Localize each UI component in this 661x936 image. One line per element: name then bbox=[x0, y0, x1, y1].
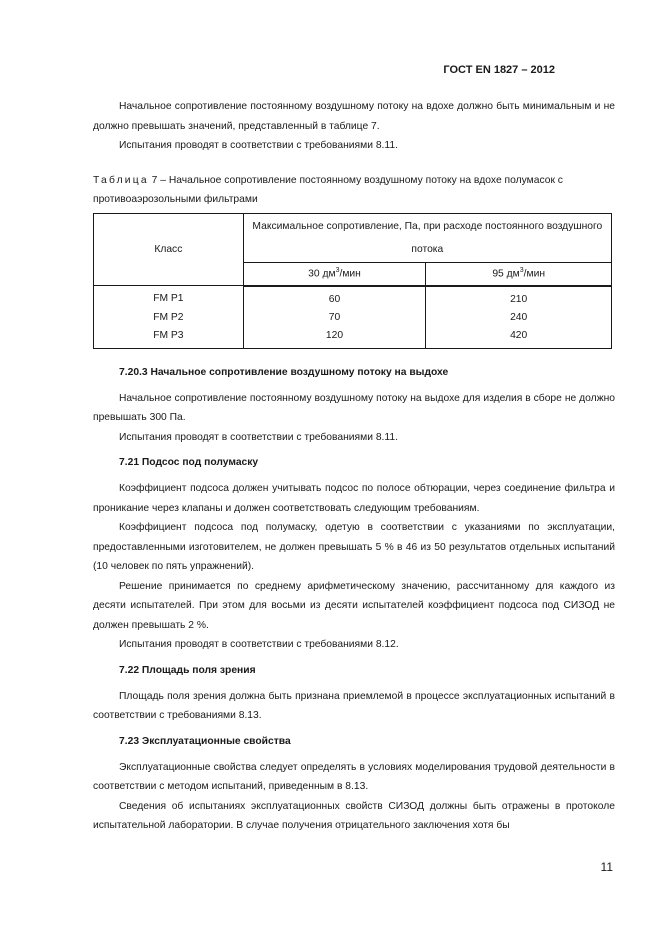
resistance-table bbox=[93, 213, 612, 349]
paragraph: Коэффициент подсоса под полумаску, одетую в соответствии с указаниями по эксплуатации, предоставленными изготовителем, не должен превышать 5 % в 46 из 50 результатов отдельных испытаний (10 человек по пять упражнений). bbox=[93, 522, 615, 572]
value-30-cell: 60 bbox=[243, 286, 426, 309]
table-row bbox=[94, 309, 612, 327]
paragraph: Сведения об испытаниях эксплуатационных свойств СИЗОД должны быть отражены в протоколе испытательной лаборатории. В случае получения отрицательного заключения хотя бы bbox=[93, 800, 615, 831]
document-header: ГОСТ EN 1827 – 2012 bbox=[443, 64, 555, 76]
column-header-max-resistance: Максимальное сопротивление, Па, при расходе постоянного воздушного потока bbox=[243, 213, 611, 262]
class-cell: FM P3 bbox=[94, 327, 244, 349]
paragraph: Площадь поля зрения должна быть признана приемлемой в процессе эксплуатационных испытаний в соответствии с требованиями 8.13. bbox=[93, 690, 615, 721]
section-heading-7-20-3: 7.20.3 Начальное сопротивление воздушному потоку на выдохе bbox=[119, 366, 449, 378]
paragraph: Эксплуатационные свойства следует определять в условиях моделирования трудовой деятельности в соответствии с методом испытаний, приведенным в 8.13. bbox=[93, 761, 615, 792]
value-30-cell: 120 bbox=[243, 327, 426, 349]
paragraph: Решение принимается по среднему арифметическому значению, рассчитанному для каждого из десяти испытателей. При этом для восьми из десяти испытателей коэффициент подсоса под СИЗОД не должен превышать 2 %. bbox=[93, 580, 615, 631]
section-heading-7-22: 7.22 Площадь поля зрения bbox=[119, 664, 256, 676]
value-95-cell: 240 bbox=[426, 309, 612, 327]
value-95-cell: 210 bbox=[426, 286, 612, 309]
page-number: 11 bbox=[600, 860, 613, 874]
paragraph: Начальное сопротивление постоянному воздушному потоку на выдохе для изделия в сборе не должно превышать 300 Па. bbox=[93, 392, 615, 423]
intro-paragraph-2: Испытания проводят в соответствии с требованиями 8.11. bbox=[119, 140, 398, 151]
table-caption bbox=[93, 171, 615, 209]
paragraph: Испытания проводят в соответствии с требованиями 8.11. bbox=[119, 431, 398, 443]
table-caption-text: 7 – Начальное сопротивление постоянному воздушному потоку на вдохе полумасок с противоаэрозольными фильтрами bbox=[93, 174, 563, 205]
value-95-cell: 420 bbox=[426, 327, 612, 349]
section-heading-7-21: 7.21 Подсос под полумаску bbox=[119, 457, 259, 468]
class-cell: FM P1 bbox=[94, 286, 244, 309]
column-header-30: 30 $дм^3$/мин bbox=[243, 262, 426, 286]
column-header-class: Класс bbox=[94, 213, 244, 286]
table-caption-label: Таблица bbox=[93, 174, 149, 186]
table-row bbox=[94, 286, 612, 309]
column-header-95: 95 $дм^3$/мин bbox=[426, 262, 612, 286]
section-heading-7-23: 7.23 Эксплуатационные свойства bbox=[119, 735, 291, 747]
table-row bbox=[94, 327, 612, 349]
paragraph: Коэффициент подсоса должен учитывать подсос по полосе обтюрации, через соединение фильтра и проникание через клапаны и должен соответствовать следующим требованиям. bbox=[93, 483, 615, 514]
intro-paragraph-1: Начальное сопротивление постоянному воздушному потоку на вдохе должно быть минимальным и не должно превышать значений, представленный в таблице 7. bbox=[93, 101, 615, 132]
class-cell: FM P2 bbox=[94, 309, 244, 327]
value-30-cell: 70 bbox=[243, 309, 426, 327]
page-body bbox=[93, 97, 615, 836]
paragraph: Испытания проводят в соответствии с требованиями 8.12. bbox=[119, 639, 399, 650]
